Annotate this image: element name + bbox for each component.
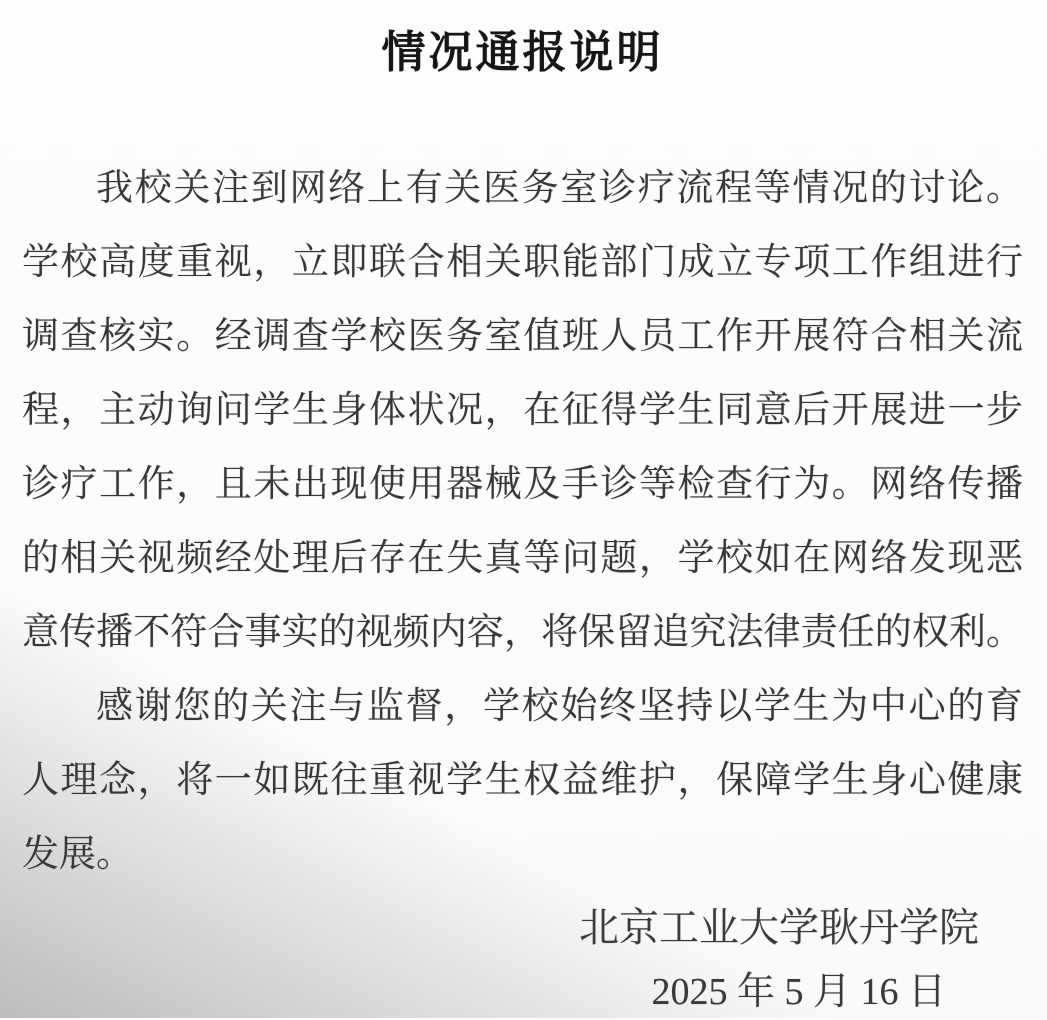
body-line-1: 我校关注到网络上有关医务室诊疗流程等情况的讨论。 <box>96 168 1023 209</box>
signature-org: 北京工业大学耿丹学院 <box>579 905 979 950</box>
body-line-2: 学校高度重视，立即联合相关职能部门成立专项工作组进行 <box>22 242 1023 283</box>
body-line-6: 的相关视频经处理后存在失真等问题，学校如在网络发现恶 <box>22 538 1023 579</box>
body-line-5: 诊疗工作，且未出现使用器械及手诊等检查行为。网络传播 <box>22 464 1023 505</box>
signature-date: 2025 年 5 月 16 日 <box>651 971 946 1013</box>
body-line-7: 意传播不符合事实的视频内容，将保留追究法律责任的权利。 <box>22 612 1023 653</box>
document-title: 情况通报说明 <box>381 28 664 77</box>
body-line-4: 程，主动询问学生身体状况，在征得学生同意后开展进一步 <box>22 390 1023 431</box>
body-line-9: 人理念，将一如既往重视学生权益维护，保障学生身心健康 <box>22 760 1023 801</box>
body-line-3: 调查核实。经调查学校医务室值班人员工作开展符合相关流 <box>22 316 1023 357</box>
body-line-8: 感谢您的关注与监督，学校始终坚持以学生为中心的育 <box>96 686 1023 727</box>
document-body <box>22 152 1023 892</box>
body-line-10: 发展。 <box>22 834 133 875</box>
